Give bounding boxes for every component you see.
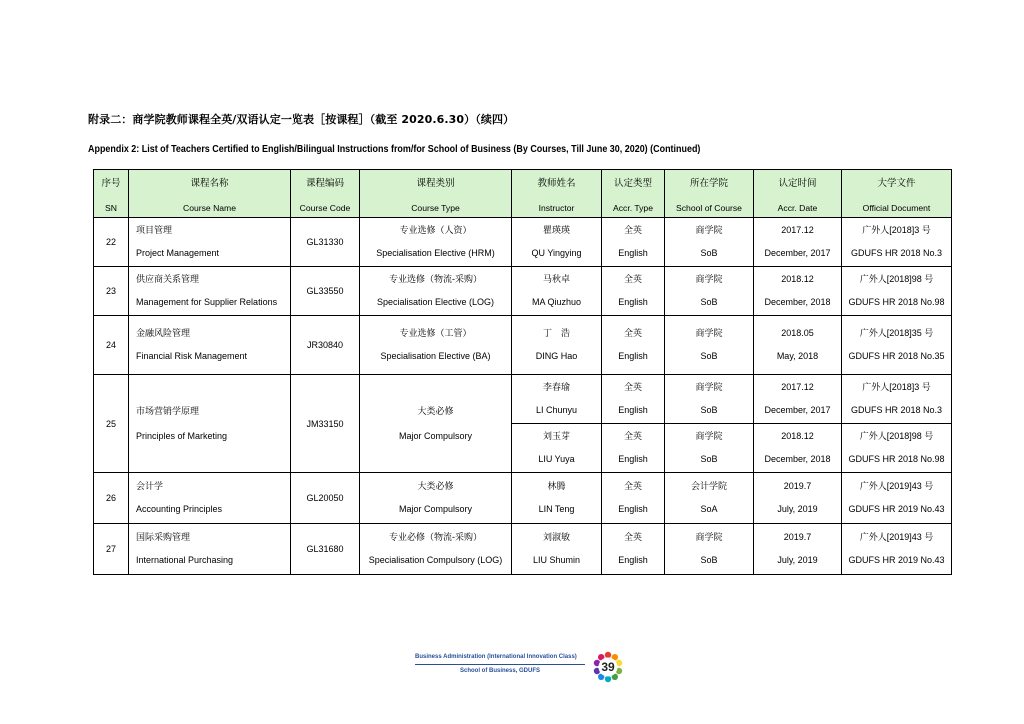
column-header-cn: 教师姓名 bbox=[537, 177, 576, 189]
cell-pair bbox=[129, 481, 290, 515]
official-doc-cn: 广外人[2018]98 号 bbox=[859, 274, 934, 284]
accr-date-en: December, 2017 bbox=[764, 248, 831, 258]
column-header bbox=[291, 170, 360, 218]
column-header-en: Accr. Type bbox=[613, 202, 653, 213]
official-doc-en: GDUFS HR 2018 No.98 bbox=[848, 454, 945, 464]
cell-pair bbox=[754, 481, 841, 515]
accr-type-cn: 全英 bbox=[623, 481, 642, 491]
cell-pair bbox=[665, 328, 753, 362]
accr-date-cell bbox=[754, 316, 842, 375]
accr-type-en: English bbox=[618, 504, 648, 514]
footer-divider bbox=[415, 664, 585, 665]
table-row bbox=[94, 473, 952, 524]
sn-value: 24 bbox=[105, 340, 116, 350]
school-cn: 商学院 bbox=[695, 328, 723, 338]
instructor-name-cn: 瞿瑛瑛 bbox=[542, 225, 570, 235]
course-type-cn: 专业选修（人资） bbox=[399, 225, 472, 235]
accr-date-cell bbox=[754, 524, 842, 575]
official-doc-cell bbox=[842, 424, 952, 473]
school-en: SoB bbox=[700, 297, 718, 307]
accr-type-en: English bbox=[618, 248, 648, 258]
accr-date-cell bbox=[754, 375, 842, 424]
column-header-cn: 认定时间 bbox=[778, 177, 817, 189]
course-type-cell bbox=[360, 267, 512, 316]
cell-pair bbox=[754, 431, 841, 465]
accr-type-cn: 全英 bbox=[623, 328, 642, 338]
cell-pair bbox=[360, 532, 511, 566]
course-code: GL33550 bbox=[306, 286, 344, 296]
school-en: SoB bbox=[700, 351, 718, 361]
cell-pair bbox=[665, 225, 753, 259]
sn-value: 25 bbox=[105, 418, 116, 429]
course-type-cn: 大类必修 bbox=[417, 405, 454, 416]
instructor-cell bbox=[512, 316, 602, 375]
official-doc-cell bbox=[842, 375, 952, 424]
official-doc-cell bbox=[842, 524, 952, 575]
course-type-cn: 专业选修（工管） bbox=[399, 328, 472, 338]
column-header-cn: 序号 bbox=[101, 177, 121, 189]
accr-type-cell bbox=[602, 375, 665, 424]
accr-type-en: English bbox=[618, 555, 648, 565]
accr-type-cn: 全英 bbox=[623, 382, 642, 392]
column-header bbox=[842, 170, 952, 218]
official-doc-cell bbox=[842, 218, 952, 267]
course-type-en: Specialisation Elective (BA) bbox=[380, 351, 491, 361]
instructor-name-en: LIN Teng bbox=[538, 504, 575, 514]
school-cn: 商学院 bbox=[695, 431, 723, 441]
course-type-en: Major Compulsory bbox=[398, 504, 473, 514]
cell-pair bbox=[602, 328, 664, 362]
school-cn: 商学院 bbox=[695, 532, 723, 542]
accr-type-cn: 全英 bbox=[623, 532, 642, 542]
course-name-cn: 国际采购管理 bbox=[136, 532, 191, 542]
course-code-cell bbox=[291, 375, 360, 473]
official-doc-cn: 广外人[2018]3 号 bbox=[862, 225, 931, 235]
cell-pair bbox=[842, 274, 951, 308]
cell-pair bbox=[512, 431, 601, 465]
instructor-name-en: LI Chunyu bbox=[535, 405, 578, 415]
cell-pair bbox=[754, 225, 841, 259]
instructor-name-en: LIU Yuya bbox=[538, 454, 575, 464]
cell-pair bbox=[512, 481, 601, 515]
accr-date-num: 2017.12 bbox=[781, 225, 814, 235]
column-header-cn: 课程编码 bbox=[305, 177, 344, 189]
page-footer bbox=[415, 651, 625, 683]
cell-pair bbox=[842, 532, 951, 566]
school-en: SoB bbox=[700, 248, 718, 258]
column-header bbox=[602, 170, 665, 218]
course-code-cell bbox=[291, 316, 360, 375]
course-type-cn: 专业必修（物流-采购） bbox=[389, 532, 482, 542]
course-type-cell bbox=[360, 218, 512, 267]
accr-date-en: May, 2018 bbox=[776, 351, 819, 361]
school-en: SoB bbox=[700, 555, 718, 565]
course-name-en: Accounting Principles bbox=[136, 504, 223, 514]
cell-pair bbox=[360, 274, 511, 308]
course-code-cell bbox=[291, 524, 360, 575]
school-en: SoB bbox=[700, 405, 718, 415]
official-doc-cell bbox=[842, 473, 952, 524]
accr-type-cell bbox=[602, 424, 665, 473]
school-cn: 商学院 bbox=[695, 274, 723, 284]
column-header bbox=[129, 170, 291, 218]
instructor-cell bbox=[512, 267, 602, 316]
accr-date-num: 2017.12 bbox=[781, 382, 814, 392]
cell-pair bbox=[129, 328, 290, 362]
school-cn: 会计学院 bbox=[690, 481, 727, 491]
course-code: JM33150 bbox=[306, 418, 344, 429]
column-header bbox=[94, 170, 129, 218]
course-code: GL31330 bbox=[306, 237, 344, 247]
header-row bbox=[94, 170, 952, 218]
sn-cell bbox=[94, 267, 129, 316]
accr-date-cell bbox=[754, 424, 842, 473]
official-doc-cell bbox=[842, 267, 952, 316]
column-header-cn: 大学文件 bbox=[877, 177, 916, 189]
sn-cell bbox=[94, 375, 129, 473]
cell-pair bbox=[754, 532, 841, 566]
course-name-cell bbox=[129, 375, 291, 473]
course-code-cell bbox=[291, 267, 360, 316]
accr-date-num: 2019.7 bbox=[783, 532, 812, 542]
course-name-cn: 项目管理 bbox=[136, 225, 173, 235]
column-header-en: Course Name bbox=[182, 202, 236, 213]
cell-pair bbox=[360, 225, 511, 259]
cell-pair bbox=[665, 481, 753, 515]
table-row bbox=[94, 375, 952, 424]
cell-pair bbox=[602, 274, 664, 308]
column-header-cn: 课程类别 bbox=[416, 177, 455, 189]
cell-pair bbox=[129, 406, 290, 442]
column-header-en: Official Document bbox=[862, 202, 931, 213]
course-name-en: Financial Risk Management bbox=[136, 351, 248, 361]
accr-date-en: December, 2017 bbox=[764, 405, 831, 415]
cell-pair bbox=[602, 481, 664, 515]
cell-pair bbox=[602, 431, 664, 465]
course-name-cn: 供应商关系管理 bbox=[136, 274, 200, 284]
instructor-cell bbox=[512, 218, 602, 267]
sn-value: 23 bbox=[105, 286, 116, 296]
school-cell bbox=[665, 424, 754, 473]
column-header-cn: 课程名称 bbox=[190, 177, 229, 189]
instructor-cell bbox=[512, 524, 602, 575]
accr-type-cell bbox=[602, 316, 665, 375]
column-header bbox=[512, 170, 602, 218]
cell-pair bbox=[512, 328, 601, 362]
course-name-en: Management for Supplier Relations bbox=[136, 297, 278, 307]
column-header-cn: 认定类型 bbox=[613, 177, 652, 189]
school-en: SoA bbox=[700, 504, 718, 514]
cell-pair bbox=[754, 274, 841, 308]
column-header bbox=[754, 170, 842, 218]
instructor-name-en: DING Hao bbox=[535, 351, 578, 361]
instructor-name-en: MA Qiuzhuo bbox=[531, 297, 582, 307]
course-type-cell bbox=[360, 473, 512, 524]
course-code-cell bbox=[291, 473, 360, 524]
table-header bbox=[94, 170, 952, 218]
cell-pair bbox=[360, 328, 511, 362]
column-header bbox=[360, 170, 512, 218]
column-header-en: School of Course bbox=[676, 202, 742, 213]
cell-pair bbox=[842, 328, 951, 362]
accr-date-num: 2018.12 bbox=[781, 431, 814, 441]
column-header-en: Accr. Date bbox=[777, 202, 818, 213]
accr-date-cell bbox=[754, 218, 842, 267]
appendix-title-cn: 附录二：商学院教师课程全英/双语认定一览表［按课程］（截至 2020.6.30）（续四） bbox=[88, 113, 515, 126]
course-code: GL20050 bbox=[306, 493, 344, 503]
official-doc-en: GDUFS HR 2018 No.3 bbox=[850, 248, 943, 258]
official-doc-en: GDUFS HR 2018 No.3 bbox=[850, 405, 943, 415]
cell-pair bbox=[512, 382, 601, 416]
accr-date-num: 2019.7 bbox=[783, 481, 812, 491]
official-doc-cell bbox=[842, 316, 952, 375]
cell-pair bbox=[512, 532, 601, 566]
page-number: 39 bbox=[601, 660, 615, 674]
course-code: JR30840 bbox=[306, 340, 344, 350]
column-header bbox=[665, 170, 754, 218]
accr-type-en: English bbox=[618, 405, 648, 415]
cell-pair bbox=[665, 431, 753, 465]
course-type-cell bbox=[360, 375, 512, 473]
cell-pair bbox=[842, 481, 951, 515]
official-doc-cn: 广外人[2019]43 号 bbox=[859, 532, 934, 542]
official-doc-cn: 广外人[2018]35 号 bbox=[859, 328, 934, 338]
cell-pair bbox=[665, 532, 753, 566]
official-doc-cn: 广外人[2019]43 号 bbox=[859, 481, 934, 491]
table-row bbox=[94, 524, 952, 575]
cell-pair bbox=[842, 382, 951, 416]
instructor-cell bbox=[512, 375, 602, 424]
accr-type-en: English bbox=[618, 454, 648, 464]
official-doc-en: GDUFS HR 2018 No.98 bbox=[848, 297, 945, 307]
course-type-cell bbox=[360, 524, 512, 575]
cell-pair bbox=[512, 274, 601, 308]
cell-pair bbox=[754, 328, 841, 362]
course-name-cn: 市场营销学原理 bbox=[136, 405, 200, 416]
course-name-en: Project Management bbox=[136, 248, 220, 258]
accr-date-cell bbox=[754, 473, 842, 524]
instructor-name-cn: 丁 浩 bbox=[542, 328, 570, 338]
cell-pair bbox=[129, 532, 290, 566]
instructor-name-cn: 马秋卓 bbox=[542, 274, 570, 284]
cell-pair bbox=[665, 382, 753, 416]
accr-date-cell bbox=[754, 267, 842, 316]
sn-cell bbox=[94, 524, 129, 575]
accr-type-cell bbox=[602, 524, 665, 575]
course-type-en: Major Compulsory bbox=[398, 430, 473, 441]
cell-pair bbox=[360, 406, 511, 442]
accr-type-cn: 全英 bbox=[623, 431, 642, 441]
accr-type-cell bbox=[602, 218, 665, 267]
cell-pair bbox=[602, 532, 664, 566]
instructor-name-cn: 林腾 bbox=[547, 481, 566, 491]
school-cell bbox=[665, 473, 754, 524]
cell-pair bbox=[512, 225, 601, 259]
official-doc-en: GDUFS HR 2019 No.43 bbox=[848, 555, 945, 565]
accr-type-cn: 全英 bbox=[623, 225, 642, 235]
sn-value: 27 bbox=[105, 544, 116, 554]
course-name-cell bbox=[129, 316, 291, 375]
footer-program-name: Business Administration (International Innovation Class) bbox=[415, 654, 577, 660]
official-doc-cn: 广外人[2018]3 号 bbox=[862, 382, 931, 392]
cell-pair bbox=[842, 225, 951, 259]
instructor-name-cn: 刘玉芽 bbox=[542, 431, 570, 441]
school-cell bbox=[665, 375, 754, 424]
instructor-cell bbox=[512, 424, 602, 473]
instructor-name-en: QU Yingying bbox=[531, 248, 582, 258]
cell-pair bbox=[602, 225, 664, 259]
accr-type-cell bbox=[602, 267, 665, 316]
sn-cell bbox=[94, 473, 129, 524]
course-type-cn: 专业选修（物流-采购） bbox=[389, 274, 482, 284]
accr-date-num: 2018.05 bbox=[781, 328, 814, 338]
column-header-en: Course Type bbox=[411, 202, 460, 213]
accr-type-en: English bbox=[618, 297, 648, 307]
certification-table bbox=[93, 169, 952, 575]
cell-pair bbox=[360, 481, 511, 515]
course-code-cell bbox=[291, 218, 360, 267]
cell-pair bbox=[842, 431, 951, 465]
school-cn: 商学院 bbox=[695, 225, 723, 235]
course-type-en: Specialisation Elective (HRM) bbox=[376, 248, 495, 258]
footer-school-name: School of Business, GDUFS bbox=[460, 668, 541, 674]
instructor-name-cn: 李春瑜 bbox=[542, 382, 570, 392]
cell-pair bbox=[602, 382, 664, 416]
school-cell bbox=[665, 267, 754, 316]
instructor-name-cn: 刘淑敏 bbox=[542, 532, 570, 542]
cell-pair bbox=[754, 382, 841, 416]
course-type-cell bbox=[360, 316, 512, 375]
accr-date-en: July, 2019 bbox=[777, 555, 818, 565]
school-en: SoB bbox=[700, 454, 718, 464]
school-cell bbox=[665, 218, 754, 267]
column-header-en: SN bbox=[105, 202, 117, 213]
sn-value: 26 bbox=[105, 493, 116, 503]
column-header-cn: 所在学院 bbox=[689, 177, 728, 189]
accr-date-num: 2018.12 bbox=[781, 274, 814, 284]
sn-cell bbox=[94, 218, 129, 267]
accr-type-en: English bbox=[618, 351, 648, 361]
cell-pair bbox=[129, 274, 290, 308]
accr-type-cell bbox=[602, 473, 665, 524]
course-name-cell bbox=[129, 524, 291, 575]
course-name-cell bbox=[129, 473, 291, 524]
course-name-en: Principles of Marketing bbox=[136, 430, 228, 441]
school-cell bbox=[665, 524, 754, 575]
accr-type-cn: 全英 bbox=[623, 274, 642, 284]
course-type-cn: 大类必修 bbox=[417, 481, 454, 491]
official-doc-en: GDUFS HR 2019 No.43 bbox=[848, 504, 945, 514]
instructor-name-en: LIU Shumin bbox=[532, 555, 581, 565]
course-name-cn: 金融风险管理 bbox=[136, 328, 191, 338]
course-name-en: International Purchasing bbox=[136, 555, 234, 565]
course-type-en: Specialisation Elective (LOG) bbox=[376, 297, 495, 307]
sn-cell bbox=[94, 316, 129, 375]
cell-pair bbox=[665, 274, 753, 308]
instructor-cell bbox=[512, 473, 602, 524]
accr-date-en: December, 2018 bbox=[764, 297, 831, 307]
course-name-cn: 会计学 bbox=[136, 481, 164, 491]
course-name-cell bbox=[129, 218, 291, 267]
sn-value: 22 bbox=[105, 237, 116, 247]
school-cell bbox=[665, 316, 754, 375]
table-body bbox=[94, 218, 952, 575]
table-row bbox=[94, 218, 952, 267]
course-code: GL31680 bbox=[306, 544, 344, 554]
course-type-en: Specialisation Compulsory (LOG) bbox=[368, 555, 503, 565]
official-doc-cn: 广外人[2018]98 号 bbox=[859, 431, 934, 441]
table-row bbox=[94, 267, 952, 316]
official-doc-en: GDUFS HR 2018 No.35 bbox=[848, 351, 945, 361]
column-header-en: Instructor bbox=[538, 202, 575, 213]
table-row bbox=[94, 316, 952, 375]
column-header-en: Course Code bbox=[299, 202, 351, 213]
appendix-title-en: Appendix 2: List of Teachers Certified to English/Bilingual Instructions from/for School of Business (By Courses, Till June 30, 2020) (Continued) bbox=[88, 144, 701, 155]
cell-pair bbox=[129, 225, 290, 259]
school-cn: 商学院 bbox=[695, 382, 723, 392]
accr-date-en: December, 2018 bbox=[764, 454, 831, 464]
accr-date-en: July, 2019 bbox=[777, 504, 818, 514]
course-name-cell bbox=[129, 267, 291, 316]
